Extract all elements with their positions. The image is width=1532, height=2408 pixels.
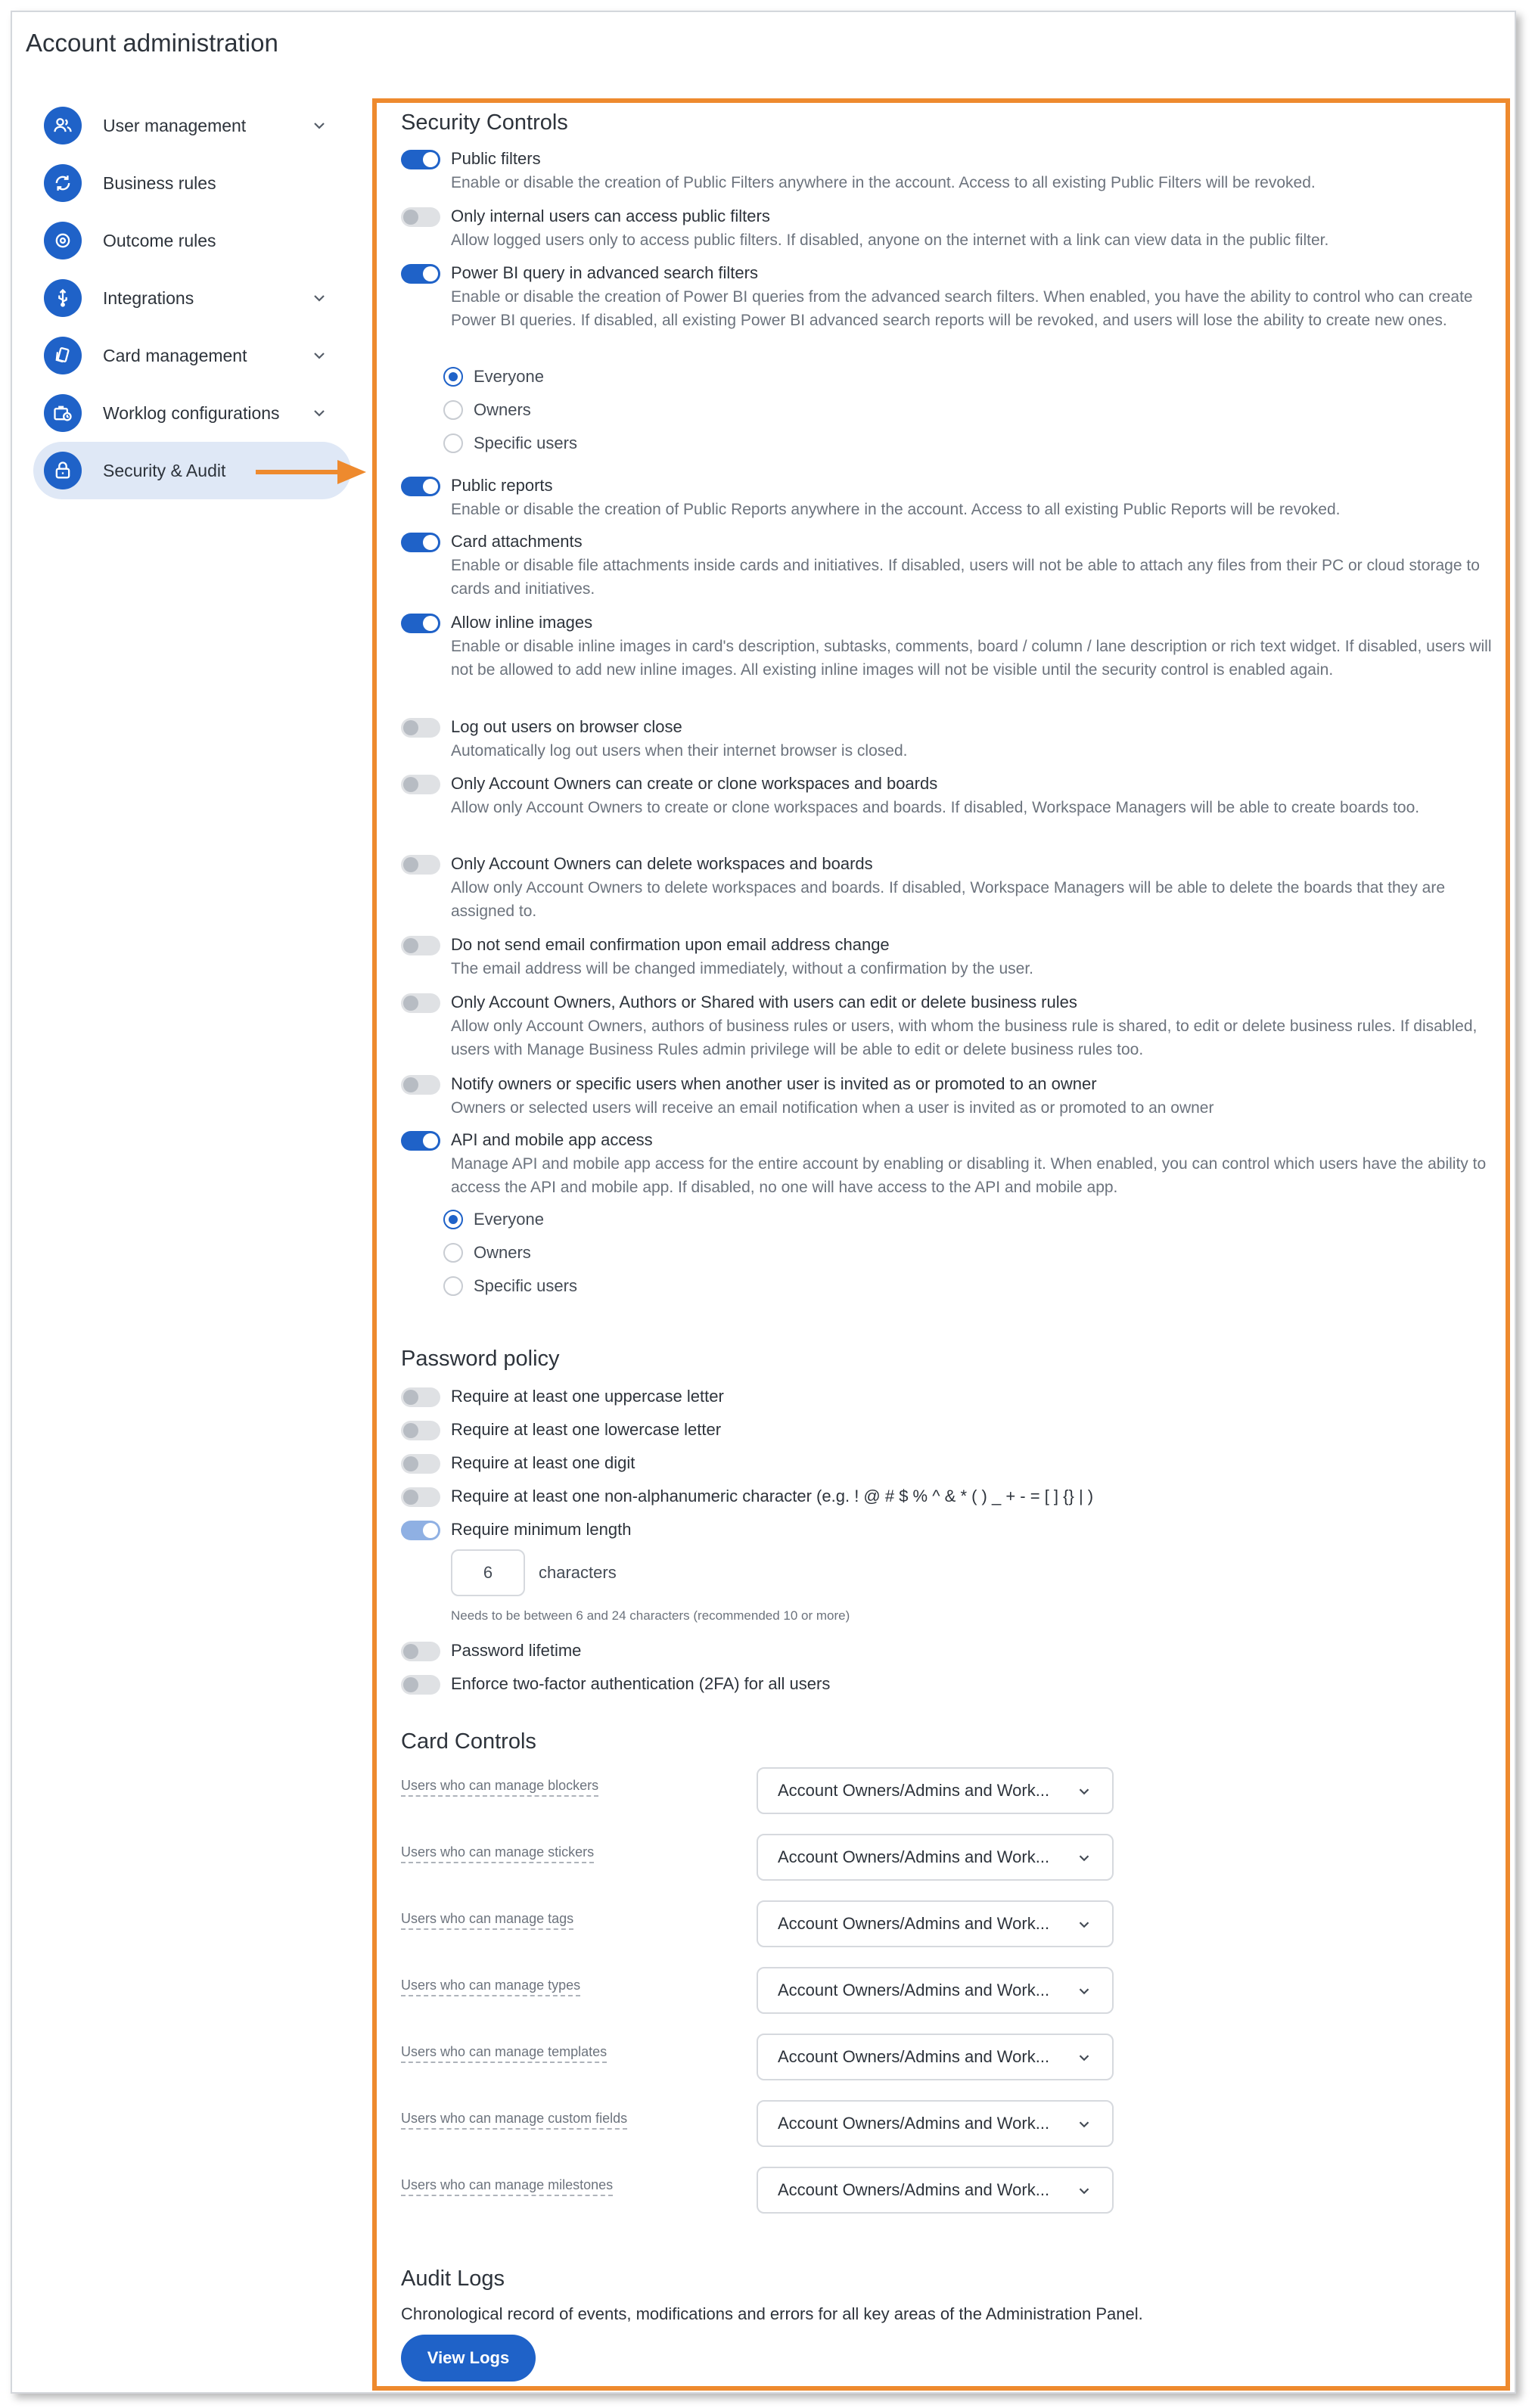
chevron-down-icon[interactable] [310, 117, 328, 135]
setting-label: Do not send email confirmation upon email address change [451, 935, 890, 954]
internal-public-filters-toggle[interactable] [401, 207, 440, 227]
radio-label: Owners [474, 1243, 531, 1262]
briefcase-clock-icon [44, 394, 82, 432]
stickers-select[interactable] [757, 1834, 1114, 1881]
setting-label: Notify owners or specific users when another user is invited as or promoted to an owner [451, 1074, 1097, 1093]
audit-logs-description: Chronological record of events, modifications and errors for all key areas of the Administration Panel. [401, 2304, 1143, 2323]
setting-description: Enable or disable file attachments inside cards and initiatives. If disabled, users will not be able to attach any files from their PC or cloud storage to cards and initiatives. [451, 557, 1480, 598]
sidebar-item-label: User management [103, 115, 247, 135]
setting-description: Allow only Account Owners to delete workspaces and boards. If disabled, Workspace Managers will be able to delete the boards that they are assigned to. [451, 879, 1446, 920]
chevron-down-icon[interactable] [310, 289, 328, 307]
page-title: Account administration [26, 29, 278, 57]
setting-label: Only internal users can access public filters [451, 207, 770, 225]
setting-label: Require at least one digit [451, 1453, 635, 1472]
templates-select[interactable] [757, 2034, 1114, 2080]
digit-toggle[interactable] [401, 1454, 440, 1474]
setting-description: Owners or selected users will receive an email notification when a user is invited as or promoted to an owner [451, 1099, 1214, 1117]
audit-logs-title: Audit Logs [401, 2267, 505, 2291]
sidebar-item-card-management[interactable] [33, 327, 351, 384]
card-attachments-toggle[interactable] [401, 533, 440, 552]
security-controls-title: Security Controls [401, 110, 568, 135]
setting-label: Log out users on browser close [451, 717, 682, 736]
two-factor-toggle[interactable] [401, 1675, 440, 1695]
card-controls-title: Card Controls [401, 1729, 536, 1754]
card-control-label-milestones: Users who can manage milestones [401, 2177, 613, 2196]
select-value: Account Owners/Admins and Work... [778, 1981, 1050, 1999]
public-reports-toggle[interactable] [401, 477, 440, 496]
password-lifetime-toggle[interactable] [401, 1642, 440, 1661]
chevron-down-icon[interactable] [310, 346, 328, 365]
setting-label: Require minimum length [451, 1520, 632, 1539]
radio-label: Specific users [474, 1276, 577, 1295]
select-value: Account Owners/Admins and Work... [778, 2114, 1050, 2133]
tags-select[interactable] [757, 1900, 1114, 1947]
card-control-label-types: Users who can manage types [401, 1978, 580, 1996]
setting-label: Require at least one non-alphanumeric character (e.g. ! @ # $ % ^ & * ( ) _ + - = [ ] {} | ) [451, 1487, 1094, 1505]
min-length-unit: characters [539, 1563, 617, 1582]
min-length-hint: Needs to be between 6 and 24 characters (recommended 10 or more) [451, 1608, 850, 1623]
api-mobile-access-toggle[interactable] [401, 1131, 440, 1151]
setting-label: Allow inline images [451, 613, 593, 632]
chevron-down-icon [1076, 1983, 1092, 1999]
setting-label: Only Account Owners, Authors or Shared with users can edit or delete business rules [451, 993, 1077, 1011]
setting-description: Allow only Account Owners, authors of business rules or users, with whom the business rule is shared, to edit or delete business rules. If disabled, users with Manage Business Rules admin privilege will be able to edit or delete business rules too. [451, 1018, 1478, 1058]
business-rules-edit-toggle[interactable] [401, 993, 440, 1013]
milestones-select[interactable] [757, 2167, 1114, 2214]
setting-description: Enable or disable the creation of Public Reports anywhere in the account. Access to all existing Public Reports will be revoked. [451, 501, 1341, 518]
chevron-down-icon[interactable] [310, 404, 328, 422]
sidebar-item-worklog-configurations[interactable] [33, 384, 351, 442]
radio-button[interactable] [443, 367, 463, 387]
sidebar-item-label: Card management [103, 345, 247, 365]
public-filters-toggle[interactable] [401, 150, 440, 169]
chevron-down-icon [1076, 2049, 1092, 2066]
chevron-down-icon [1076, 1916, 1092, 1933]
sidebar-item-label: Outcome rules [103, 230, 216, 250]
annotation-arrow-icon [254, 457, 368, 487]
chevron-down-icon [1076, 2183, 1092, 2199]
password-policy-title: Password policy [401, 1347, 560, 1371]
users-icon [44, 107, 82, 144]
setting-label: Public reports [451, 476, 553, 495]
view-logs-button[interactable]: View Logs [401, 2335, 536, 2382]
logout-browser-close-toggle[interactable] [401, 718, 440, 738]
min-length-toggle[interactable] [401, 1521, 440, 1540]
sidebar-item-label: Integrations [103, 287, 194, 308]
setting-label: Public filters [451, 149, 541, 168]
radio-button[interactable] [443, 1210, 463, 1229]
owners-create-workspaces-toggle[interactable] [401, 775, 440, 794]
radio-button[interactable] [443, 1276, 463, 1296]
sidebar [33, 97, 351, 499]
setting-description: The email address will be changed immediately, without a confirmation by the user. [451, 960, 1033, 977]
setting-label: Only Account Owners can create or clone workspaces and boards [451, 774, 938, 793]
setting-description: Enable or disable the creation of Public Filters anywhere in the account. Access to all existing Public Filters will be revoked. [451, 174, 1316, 191]
card-control-label-stickers: Users who can manage stickers [401, 1844, 594, 1863]
setting-description: Automatically log out users when their internet browser is closed. [451, 742, 908, 760]
sidebar-item-label: Security & Audit [103, 460, 226, 480]
uppercase-toggle[interactable] [401, 1387, 440, 1407]
non-alphanumeric-toggle[interactable] [401, 1487, 440, 1507]
select-value: Account Owners/Admins and Work... [778, 2180, 1050, 2199]
radio-button[interactable] [443, 400, 463, 420]
card-control-label-templates: Users who can manage templates [401, 2044, 607, 2063]
radio-label: Specific users [474, 433, 577, 452]
chevron-down-icon [1076, 1850, 1092, 1866]
target-icon [44, 222, 82, 259]
sidebar-item-label: Business rules [103, 172, 216, 193]
powerbi-query-toggle[interactable] [401, 264, 440, 284]
lock-icon [44, 452, 82, 489]
select-value: Account Owners/Admins and Work... [778, 1847, 1050, 1866]
card-control-label-blockers: Users who can manage blockers [401, 1778, 598, 1797]
refresh-icon [44, 164, 82, 202]
lowercase-toggle[interactable] [401, 1421, 440, 1440]
inline-images-toggle[interactable] [401, 614, 440, 633]
setting-description: Manage API and mobile app access for the entire account by enabling or disabling it. When enabled, you can control which users have the ability to access the API and mobile app. If disabled, no one will have access to the API and mobile app. [451, 1155, 1487, 1196]
chevron-down-icon [1076, 1783, 1092, 1800]
select-value: Account Owners/Admins and Work... [778, 1914, 1050, 1933]
setting-description: Enable or disable inline images in card's description, subtasks, comments, board / column / lane description or rich text widget. If disabled, users will not be allowed to add new inline images. All existing inline images will not be visible until the security control is enabled again. [451, 638, 1492, 679]
sidebar-item-outcome-rules[interactable] [33, 212, 351, 269]
card-control-label-tags: Users who can manage tags [401, 1911, 573, 1930]
chevron-down-icon [1076, 2116, 1092, 2133]
setting-label: Power BI query in advanced search filters [451, 263, 758, 282]
sidebar-item-integrations[interactable] [33, 269, 351, 327]
radio-label: Everyone [474, 367, 544, 386]
no-email-confirmation-toggle[interactable] [401, 936, 440, 955]
usb-icon [44, 279, 82, 317]
sidebar-item-user-management[interactable] [33, 97, 351, 154]
notify-owners-toggle[interactable] [401, 1075, 440, 1095]
sidebar-item-business-rules[interactable] [33, 154, 351, 212]
setting-description: Allow only Account Owners to create or clone workspaces and boards. If disabled, Workspace Managers will be able to create boards too. [451, 799, 1420, 816]
blockers-select[interactable] [757, 1767, 1114, 1814]
setting-label: Require at least one uppercase letter [451, 1387, 724, 1406]
sidebar-item-label: Worklog configurations [103, 402, 280, 423]
setting-label: Password lifetime [451, 1641, 582, 1660]
setting-label: Card attachments [451, 532, 583, 551]
setting-label: Require at least one lowercase letter [451, 1420, 722, 1439]
setting-label: API and mobile app access [451, 1130, 653, 1149]
radio-button[interactable] [443, 1243, 463, 1263]
setting-description: Allow logged users only to access public filters. If disabled, anyone on the internet with a link can view data in the public filter. [451, 231, 1329, 249]
select-value: Account Owners/Admins and Work... [778, 1781, 1050, 1800]
card-control-label-custom-fields: Users who can manage custom fields [401, 2111, 627, 2130]
radio-label: Everyone [474, 1210, 544, 1229]
setting-label: Only Account Owners can delete workspaces and boards [451, 854, 873, 873]
min-length-input[interactable]: 6 [451, 1549, 525, 1596]
radio-button[interactable] [443, 433, 463, 453]
setting-label: Enforce two-factor authentication (2FA) for all users [451, 1674, 831, 1693]
cards-icon [44, 337, 82, 374]
select-value: Account Owners/Admins and Work... [778, 2047, 1050, 2066]
setting-description: Enable or disable the creation of Power BI queries from the advanced search filters. When enabled, you have the ability to control who can create Power BI queries. If disabled, all existing Power BI advanced search reports will be revoked, and users will lose the ability to create new ones. [451, 288, 1473, 329]
owners-delete-workspaces-toggle[interactable] [401, 855, 440, 875]
custom-fields-select[interactable] [757, 2100, 1114, 2147]
radio-label: Owners [474, 400, 531, 419]
types-select[interactable] [757, 1967, 1114, 2014]
